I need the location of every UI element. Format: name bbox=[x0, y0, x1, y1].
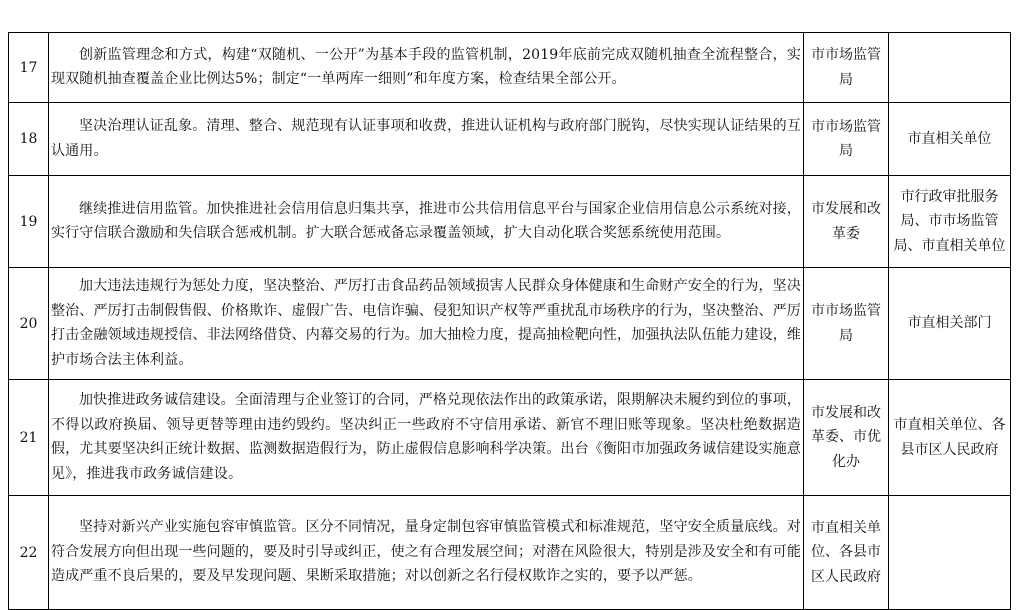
assist-unit: 市行政审批服务局、市市场监管局、市直相关单位 bbox=[889, 176, 1011, 268]
lead-unit: 市发展和改革委 bbox=[804, 176, 889, 268]
assist-unit: 市直相关单位、各县市区人民政府 bbox=[889, 380, 1011, 496]
task-description: 继续推进信用监管。加快推进社会信用信息归集共享，推进市公共信用信息平台与国家企业信用信息公示系统对接，实行守信联合激励和失信联合惩戒机制。扩大联合惩戒备忘录覆盖领域，扩大自动化联合奖惩系统使用范围。 bbox=[49, 176, 804, 268]
task-description: 加快推进政务诚信建设。全面清理与企业签订的合同，严格兑现依法作出的政策承诺，限期解决未履约到位的事项，不得以政府换届、领导更替等理由违约毁约。坚决纠正一些政府不守信用承诺、新官不理旧账等现象。坚决杜绝数据造假，尤其要坚决纠正统计数据、监测数据造假行为，防止虚假信息影响科学决策。出台《衡阳市加强政务诚信建设实施意见》，推进我市政务诚信建设。 bbox=[49, 380, 804, 496]
lead-unit: 市直相关单位、各县市区人民政府 bbox=[804, 496, 889, 610]
task-description: 坚决治理认证乱象。清理、整合、规范现有认证事项和收费，推进认证机构与政府部门脱钩，尽快实现认证结果的互认通用。 bbox=[49, 103, 804, 176]
assist-unit bbox=[889, 496, 1011, 610]
table-row bbox=[9, 176, 1011, 268]
task-description: 加大违法违规行为惩处力度，坚决整治、严厉打击食品药品领域损害人民群众身体健康和生命财产安全的行为，坚决整治、严厉打击制假售假、价格欺诈、虚假广告、电信诈骗、侵犯知识产权等严重扰乱市场秩序的行为，坚决整治、严厉打击金融领域违规授信、非法网络借贷、内幕交易的行为。加大抽检力度，提高抽检靶向性，加强执法队伍能力建设，维护市场合法主体利益。 bbox=[49, 268, 804, 380]
assist-unit bbox=[889, 33, 1011, 103]
row-number: 21 bbox=[9, 380, 49, 496]
table-row bbox=[9, 268, 1011, 380]
table-row bbox=[9, 380, 1011, 496]
table-row bbox=[9, 496, 1011, 610]
row-number: 19 bbox=[9, 176, 49, 268]
lead-unit: 市市场监管局 bbox=[804, 268, 889, 380]
assist-unit: 市直相关单位 bbox=[889, 103, 1011, 176]
row-number: 22 bbox=[9, 496, 49, 610]
document-page bbox=[8, 32, 1010, 610]
assist-unit: 市直相关部门 bbox=[889, 268, 1011, 380]
task-description: 创新监管理念和方式，构建“双随机、一公开”为基本手段的监管机制，2019年底前完成双随机抽查全流程整合，实现双随机抽查覆盖企业比例达5%；制定“一单两库一细则”和年度方案，检查结果全部公开。 bbox=[49, 33, 804, 103]
lead-unit: 市市场监管局 bbox=[804, 103, 889, 176]
table-row bbox=[9, 103, 1011, 176]
task-description: 坚持对新兴产业实施包容审慎监管。区分不同情况，量身定制包容审慎监管模式和标准规范，坚守安全质量底线。对符合发展方向但出现一些问题的，要及时引导或纠正，使之有合理发展空间；对潜在风险很大，特别是涉及安全和有可能造成严重不良后果的，要及早发现问题、果断采取措施；对以创新之名行侵权欺诈之实的，要予以严惩。 bbox=[49, 496, 804, 610]
lead-unit: 市发展和改革委、市优化办 bbox=[804, 380, 889, 496]
task-table bbox=[8, 32, 1011, 610]
table-row bbox=[9, 33, 1011, 103]
lead-unit: 市市场监管局 bbox=[804, 33, 889, 103]
row-number: 20 bbox=[9, 268, 49, 380]
row-number: 17 bbox=[9, 33, 49, 103]
row-number: 18 bbox=[9, 103, 49, 176]
